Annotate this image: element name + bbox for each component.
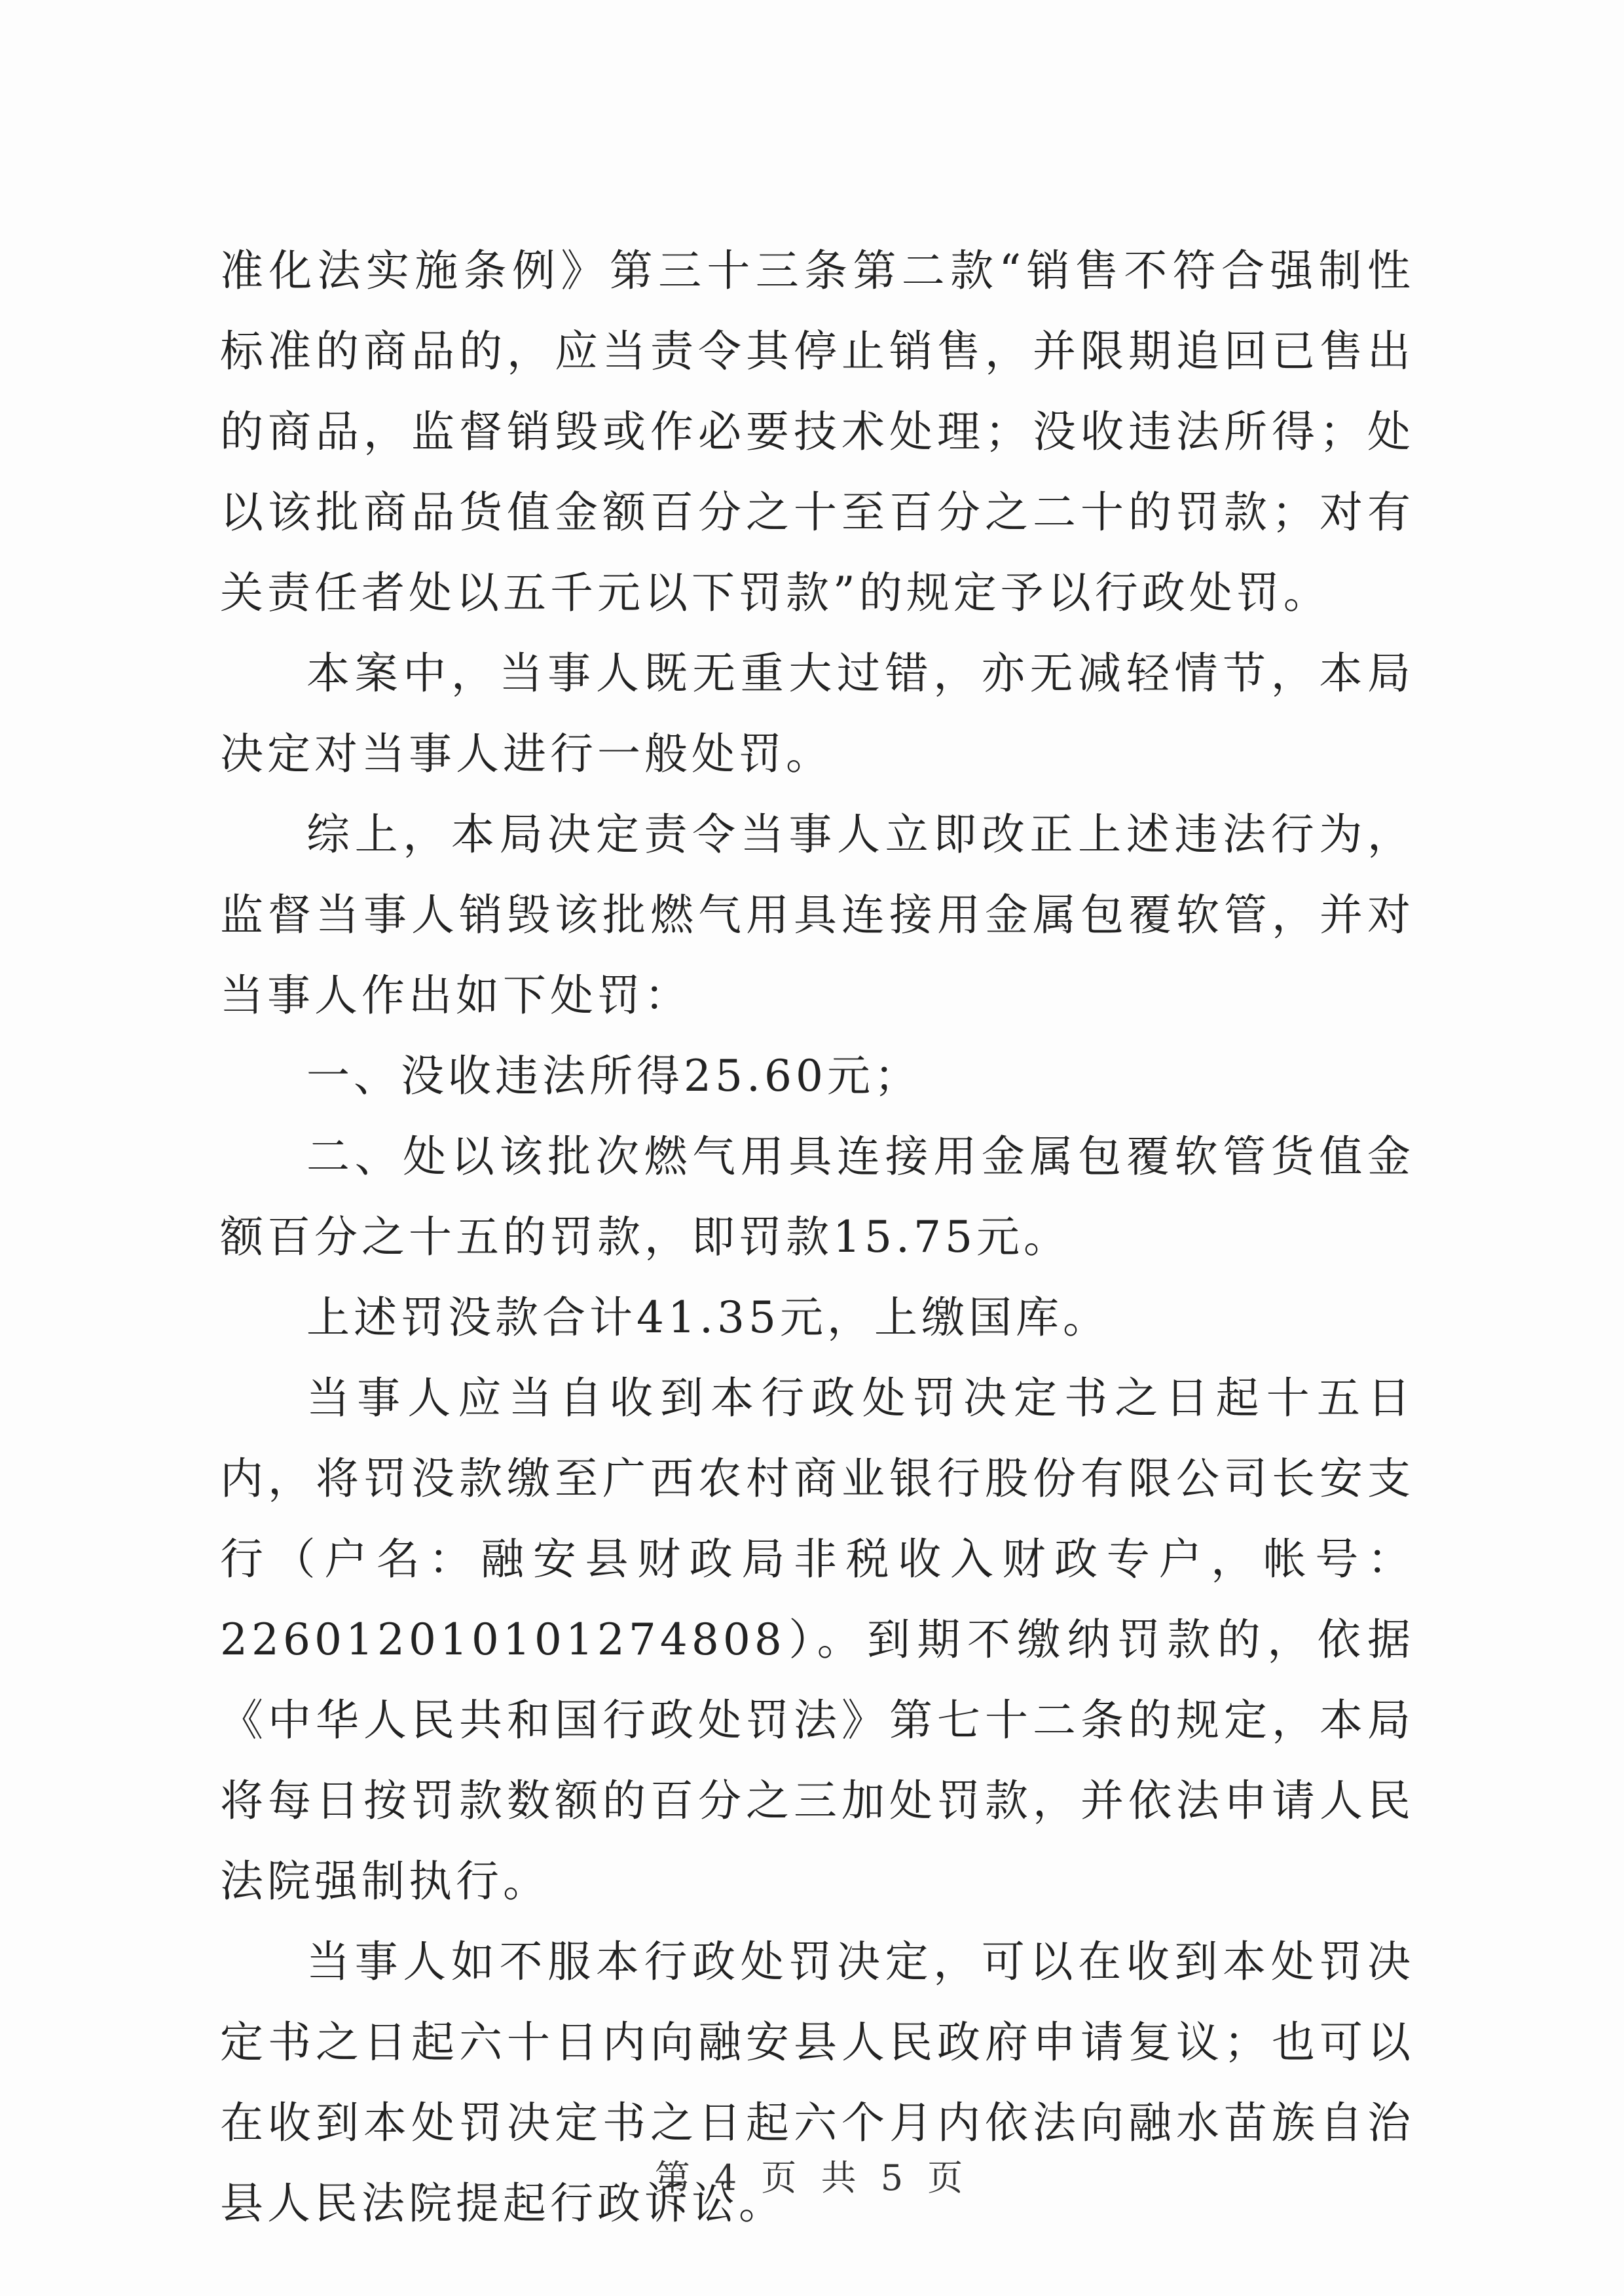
paragraph-decision: 综上，本局决定责令当事人立即改正上述违法行为，监督当事人销毁该批燃气用具连接用金属包覆软管，并对当事人作出如下处罚： [220, 809, 1414, 1021]
paragraph-payment: 当事人应当自收到本行政处罚决定书之日起十五日内，将罚没款缴至广西农村商业银行股份有限公司长安支行（户名：融安县财政局非税收入财政专户，帐号：226012010101274808）。到期不缴纳罚款的，依据《中华人民共和国行政处罚法》第七十二条的规定，本局将每日按罚款数额的百分之三加处罚款，并依法申请人民法院强制执行。 [220, 1373, 1414, 1906]
paragraph-item-one: 一、没收违法所得25.60元； [306, 1051, 921, 1101]
paragraph-continuation: 准化法实施条例》第三十三条第二款“销售不符合强制性标准的商品的，应当责令其停止销售，并限期追回已售出的商品，监督销毁或作必要技术处理；没收违法所得；处以该批商品货值金额百分之十至百分之二十的罚款；对有关责任者处以五千元以下罚款”的规定予以行政处罚。 [220, 246, 1414, 618]
paragraph-penalty-type: 本案中，当事人既无重大过错，亦无减轻情节，本局决定对当事人进行一般处罚。 [220, 648, 1414, 779]
paragraph-item-two: 二、处以该批次燃气用具连接用金属包覆软管货值金额百分之十五的罚款，即罚款15.75元。 [220, 1131, 1414, 1262]
page-number-footer: 第 4 页 共 5 页 [654, 2157, 970, 2198]
paragraph-total: 上述罚没款合计41.35元，上缴国库。 [306, 1292, 1110, 1343]
paragraph-appeal: 当事人如不服本行政处罚决定，可以在收到本处罚决定书之日起六十日内向融安县人民政府申请复议；也可以在收到本处罚决定书之日起六个月内依法向融水苗族自治县人民法院提起行政诉讼。 [220, 1937, 1414, 2229]
document-body [220, 230, 1414, 2244]
